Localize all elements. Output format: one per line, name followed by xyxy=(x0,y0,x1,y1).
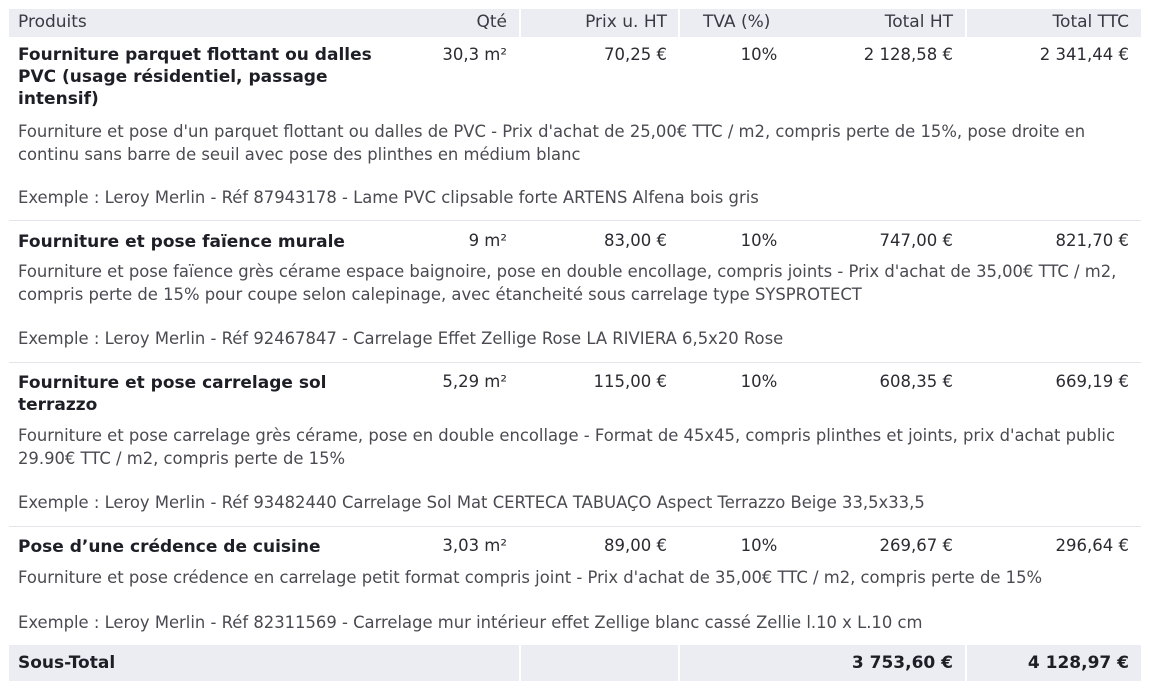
product-example: Exemple : Leroy Merlin - Réf 92467847 - Carrelage Effet Zellige Rose LA RIVIERA 6,5x20 Rose xyxy=(18,329,784,348)
product-vat: 10% xyxy=(740,231,778,250)
header-qte: Qté xyxy=(476,12,507,32)
product-example: Exemple : Leroy Merlin - Réf 82311569 - Carrelage mur intérieur effet Zellige blanc cassé Zellie l.10 x L.10 cm xyxy=(18,613,923,632)
product-total-ht: 269,67 € xyxy=(879,536,953,555)
product-unit-price: 70,25 € xyxy=(604,45,667,64)
product-vat: 10% xyxy=(740,45,778,64)
product-title: Fourniture et pose carrelage sol terrazzo xyxy=(18,373,327,415)
product-title: Fourniture et pose faïence murale xyxy=(18,232,345,252)
product-unit-price: 89,00 € xyxy=(604,536,667,555)
product-unit-price: 83,00 € xyxy=(604,231,667,250)
subtotal-total-ttc: 4 128,97 € xyxy=(1027,653,1129,673)
header-produits: Produits xyxy=(18,12,87,32)
row-divider xyxy=(9,220,1141,221)
product-example: Exemple : Leroy Merlin - Réf 87943178 - Lame PVC clipsable forte ARTENS Alfena bois gris xyxy=(18,188,759,207)
product-description: Fourniture et pose faïence grès cérame espace baignoire, pose en double encollage, compris joints - Prix d'achat de 35,00€ TTC / m2, compris perte de 15% pour coupe selon calepinage, avec étancheité sous carrelage type SYSPROTECT xyxy=(18,262,1117,304)
product-description: Fourniture et pose carrelage grès cérame, pose en double encollage - Format de 45x45, compris plinthes et joints, prix d'achat public 29.90€ TTC / m2, compris perte de 15% xyxy=(18,426,1115,468)
product-total-ht: 747,00 € xyxy=(879,231,953,250)
subtotal-label: Sous-Total xyxy=(18,653,116,673)
product-title: Fourniture parquet flottant ou dalles PVC (usage résidentiel, passage intensif) xyxy=(18,45,372,109)
product-description: Fourniture et pose crédence en carrelage petit format compris joint - Prix d'achat de 35,00€ TTC / m2, compris perte de 15% xyxy=(18,568,1043,587)
product-vat: 10% xyxy=(740,536,778,555)
product-title: Pose d’une crédence de cuisine xyxy=(18,537,321,557)
product-vat: 10% xyxy=(740,372,778,391)
product-description: Fourniture et pose d'un parquet flottant ou dalles de PVC - Prix d'achat de 25,00€ TTC / m2, compris perte de 15%, pose droite en continu sans barre de seuil avec pose des plinthes en médium blanc xyxy=(18,122,1086,164)
product-qty: 30,3 m² xyxy=(442,45,507,64)
subtotal-total-ht: 3 753,60 € xyxy=(851,653,953,673)
subtotal-row xyxy=(9,645,1141,681)
product-qty: 5,29 m² xyxy=(442,372,507,391)
header-prix-u: Prix u. HT xyxy=(585,12,667,32)
header-total-ht: Total HT xyxy=(884,12,953,32)
product-total-ht: 2 128,58 € xyxy=(863,45,953,64)
product-total-ttc: 2 341,44 € xyxy=(1039,45,1129,64)
product-total-ht: 608,35 € xyxy=(879,372,953,391)
product-qty: 9 m² xyxy=(468,231,507,250)
product-example: Exemple : Leroy Merlin - Réf 93482440 Carrelage Sol Mat CERTECA TABUAÇO Aspect Terrazzo Beige 33,5x33,5 xyxy=(18,493,925,512)
row-divider xyxy=(9,362,1141,363)
product-total-ttc: 669,19 € xyxy=(1055,372,1129,391)
product-qty: 3,03 m² xyxy=(442,536,507,555)
row-divider xyxy=(9,526,1141,527)
header-total-ttc: Total TTC xyxy=(1052,12,1129,32)
header-tva: TVA (%) xyxy=(703,12,771,32)
table-header xyxy=(9,9,1141,37)
product-total-ttc: 821,70 € xyxy=(1055,231,1129,250)
product-unit-price: 115,00 € xyxy=(593,372,667,391)
product-total-ttc: 296,64 € xyxy=(1055,536,1129,555)
